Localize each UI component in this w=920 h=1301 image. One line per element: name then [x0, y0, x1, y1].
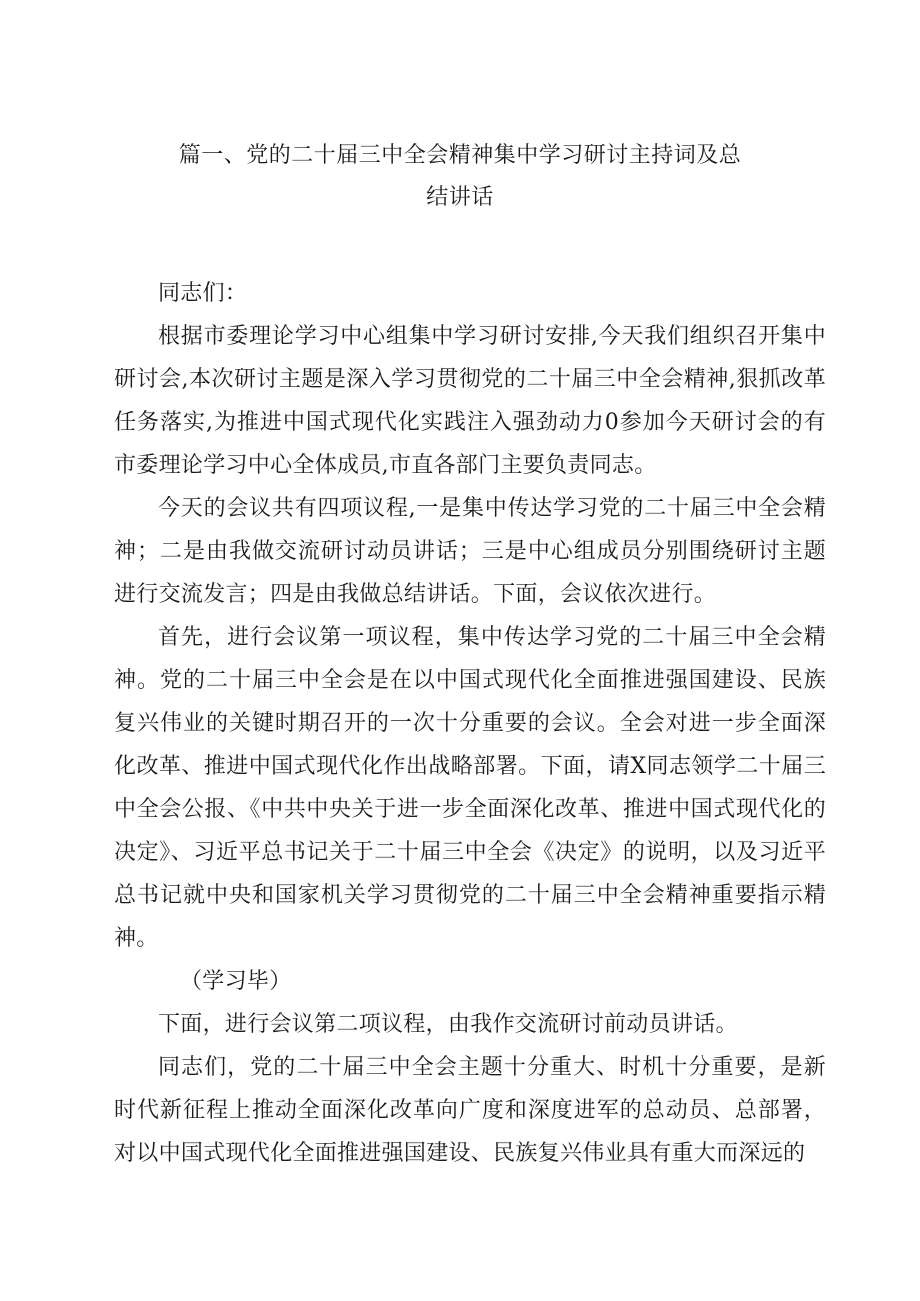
document-title-line-2: 结讲话 [426, 185, 494, 210]
document-title-line-1: 篇一、党的二十届三中全会精神集中学习研讨主持词及总 [178, 143, 742, 168]
salutation: 同志们： [158, 281, 248, 306]
document-body [114, 272, 826, 1175]
paragraph-agenda: 今天的会议共有四项议程,一是集中传达学习党的二十届三中全会精神；二是由我做交流研讨动员讲话；三是中心组成员分别围绕研讨主题进行交流发言；四是由我做总结讲话。下面，会议依次进行。 [114, 496, 826, 607]
paragraph-first-item: 首先，进行会议第一项议程，集中传达学习党的二十届三中全会精神。党的二十届三中全会是在以中国式现代化全面推进强国建设、民族复兴伟业的关键时期召开的一次十分重要的会议。全会对进一步全面深化改革、推进中国式现代化作出战略部署。下面，请X同志领学二十届三中全会公报、《中共中央关于进一步全面深化改革、推进中国式现代化的决定》、习近平总书记关于二十届三中全会《决定》的说明，以及习近平总书记就中央和国家机关学习贯彻党的二十届三中全会精神重要指示精神。 [114, 625, 826, 951]
paragraph-speech: 同志们，党的二十届三中全会主题十分重大、时机十分重要，是新时代新征程上推动全面深化改革向广度和深度进军的总动员、总部署，对以中国式现代化全面推进强国建设、民族复兴伟业具有重大而深远的 [114, 1055, 826, 1166]
paragraph-study-note: （学习毕） [180, 969, 292, 994]
paragraph-intro: 根据市委理论学习中心组集中学习研讨安排,今天我们组织召开集中研讨会,本次研讨主题是深入学习贯彻党的二十届三中全会精神,狠抓改革任务落实,为推进中国式现代化实践注入强劲动力0参加今天研讨会的有市委理论学习中心全体成员,市直各部门主要负责同志。 [114, 324, 826, 478]
paragraph-second-item: 下面，进行会议第二项议程，由我作交流研讨前动员讲话。 [158, 1012, 738, 1037]
